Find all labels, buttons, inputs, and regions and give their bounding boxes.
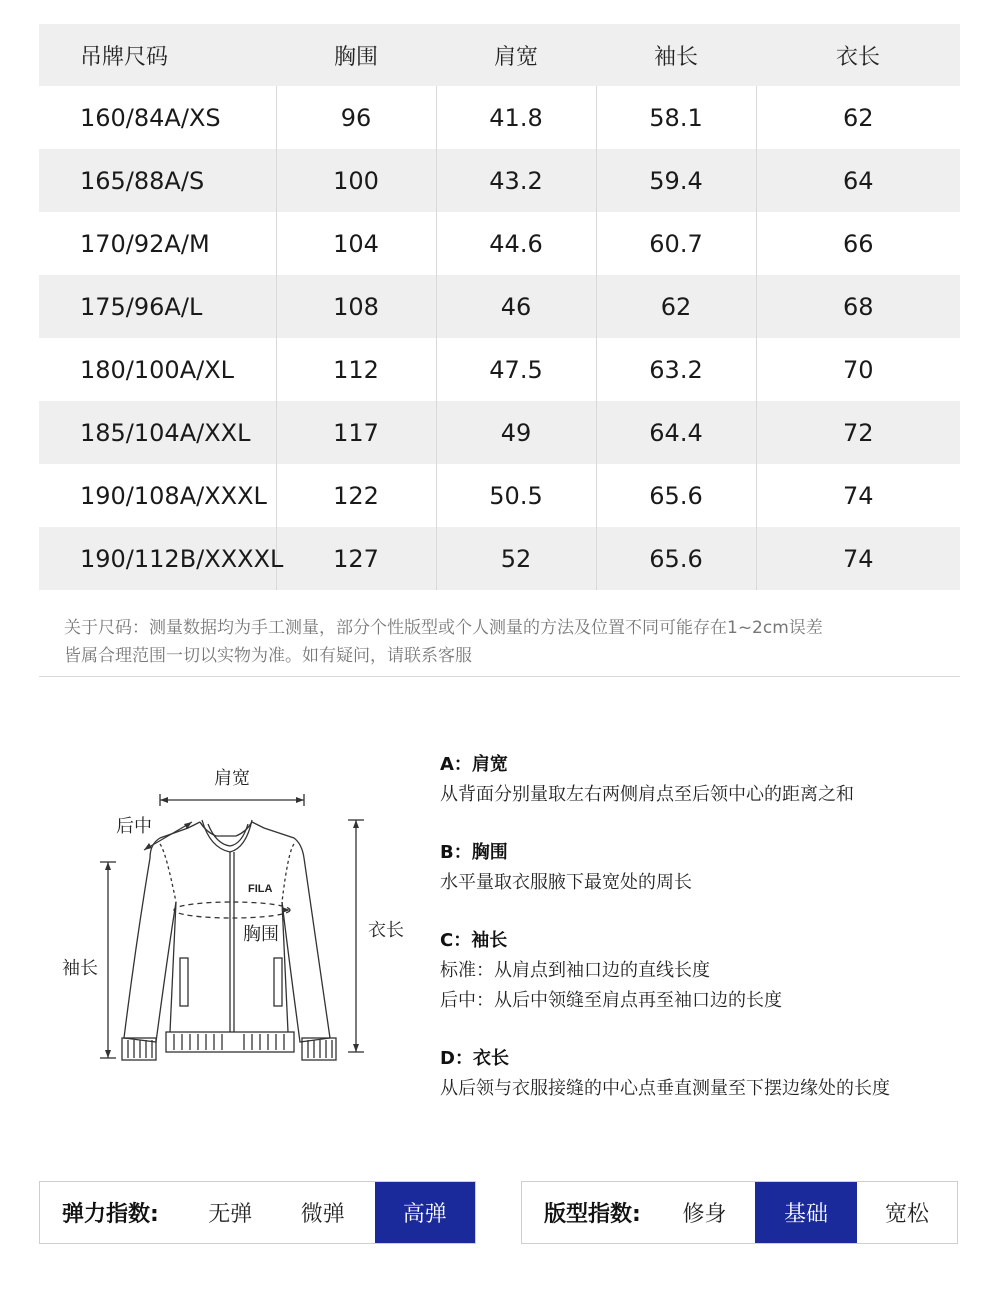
cell-size: 160/84A/XS (39, 86, 276, 149)
cell-sleeve: 62 (596, 275, 756, 338)
cell-shoulder: 43.2 (436, 149, 596, 212)
fit-option-slim[interactable]: 修身 (682, 1202, 727, 1227)
definition-length (440, 1044, 980, 1104)
elasticity-option-high[interactable]: 高弹 (375, 1182, 476, 1243)
header-size: 吊牌尺码 (39, 24, 276, 86)
cell-sleeve: 58.1 (596, 86, 756, 149)
label-back-center: 后中 (116, 816, 152, 837)
cell-chest: 122 (276, 464, 436, 527)
measurement-diagram (50, 752, 420, 1082)
cell-sleeve: 59.4 (596, 149, 756, 212)
fit-index (521, 1181, 958, 1244)
cell-shoulder: 50.5 (436, 464, 596, 527)
cell-shoulder: 49 (436, 401, 596, 464)
fit-option-regular[interactable]: 基础 (755, 1182, 857, 1243)
table-row (39, 338, 960, 401)
label-length: 衣长 (368, 920, 404, 941)
elasticity-label: 弹力指数: (62, 1202, 159, 1227)
label-chest: 胸围 (243, 924, 279, 945)
fit-option-loose[interactable]: 宽松 (884, 1202, 929, 1227)
definition-chest (440, 838, 980, 898)
definition-title: B：胸围 (440, 842, 508, 863)
cell-sleeve: 65.6 (596, 527, 756, 590)
cell-length: 62 (842, 103, 874, 132)
definition-shoulder (440, 750, 980, 810)
fit-label: 版型指数: (544, 1202, 641, 1227)
cell-sleeve: 64.4 (596, 401, 756, 464)
size-note (64, 614, 964, 670)
size-table (39, 24, 960, 590)
cell-size: 175/96A/L (39, 275, 276, 338)
cell-length: 68 (756, 275, 960, 338)
size-note-line: 皆属合理范围一切以实物为准。如有疑问，请联系客服 (64, 646, 472, 666)
definition-sleeve (440, 926, 980, 1016)
label-sleeve: 袖长 (62, 958, 98, 979)
definition-text: 后中：从后中领缝至肩点再至袖口边的长度 (440, 990, 782, 1011)
cell-length: 66 (842, 229, 874, 258)
cell-chest: 117 (276, 401, 436, 464)
cell-chest: 112 (276, 338, 436, 401)
cell-shoulder: 46 (436, 275, 596, 338)
size-note-line: 关于尺码：测量数据均为手工测量，部分个性版型或个人测量的方法及位置不同可能存在1~2cm误差 (64, 618, 823, 638)
cell-length: 64 (756, 149, 960, 212)
cell-size: 190/112B/XXXXL (39, 527, 276, 590)
table-row (39, 527, 960, 590)
definition-text: 水平量取衣服腋下最宽处的周长 (440, 872, 692, 893)
table-row (39, 86, 960, 149)
cell-chest: 96 (276, 86, 436, 149)
cell-sleeve: 60.7 (596, 212, 756, 275)
cell-sleeve: 63.2 (596, 338, 756, 401)
definition-title: A：肩宽 (440, 754, 508, 775)
header-shoulder: 肩宽 (436, 24, 596, 86)
measurement-definitions (440, 750, 980, 1132)
header-sleeve: 袖长 (596, 24, 756, 86)
elasticity-option-none[interactable]: 无弹 (208, 1202, 253, 1227)
jacket-illustration (50, 752, 420, 1082)
cell-size: 190/108A/XXXL (39, 464, 276, 527)
cell-length: 74 (756, 527, 960, 590)
cell-shoulder: 52 (436, 527, 596, 590)
definition-title: D：衣长 (440, 1048, 509, 1069)
elasticity-option-slight[interactable]: 微弹 (300, 1202, 345, 1227)
definition-text: 从后领与衣服接缝的中心点垂直测量至下摆边缘处的长度 (440, 1078, 890, 1099)
table-row (39, 212, 960, 275)
table-row (39, 401, 960, 464)
brand-logo: FILA (248, 883, 273, 895)
elasticity-index (39, 1181, 476, 1244)
table-row (39, 464, 960, 527)
table-row (39, 149, 960, 212)
section-divider (39, 676, 960, 677)
cell-length: 72 (756, 401, 960, 464)
cell-shoulder: 44.6 (436, 212, 596, 275)
cell-sleeve: 65.6 (596, 464, 756, 527)
cell-size: 165/88A/S (39, 149, 276, 212)
definition-title: C：袖长 (440, 930, 508, 951)
cell-size: 185/104A/XXL (39, 401, 276, 464)
cell-chest: 100 (276, 149, 436, 212)
definition-text: 标准：从肩点到袖口边的直线长度 (440, 960, 710, 981)
cell-chest: 104 (276, 212, 436, 275)
cell-size: 180/100A/XL (39, 338, 276, 401)
label-shoulder: 肩宽 (214, 768, 250, 789)
header-chest: 胸围 (276, 24, 436, 86)
cell-chest: 108 (276, 275, 436, 338)
cell-length: 70 (842, 355, 874, 384)
cell-size: 170/92A/M (39, 212, 276, 275)
cell-chest: 127 (276, 527, 436, 590)
table-row (39, 275, 960, 338)
header-length: 衣长 (756, 24, 960, 86)
table-header-row (39, 24, 960, 86)
cell-shoulder: 41.8 (436, 86, 596, 149)
definition-text: 从背面分别量取左右两侧肩点至后领中心的距离之和 (440, 784, 854, 805)
cell-length: 74 (842, 481, 874, 510)
cell-shoulder: 47.5 (436, 338, 596, 401)
